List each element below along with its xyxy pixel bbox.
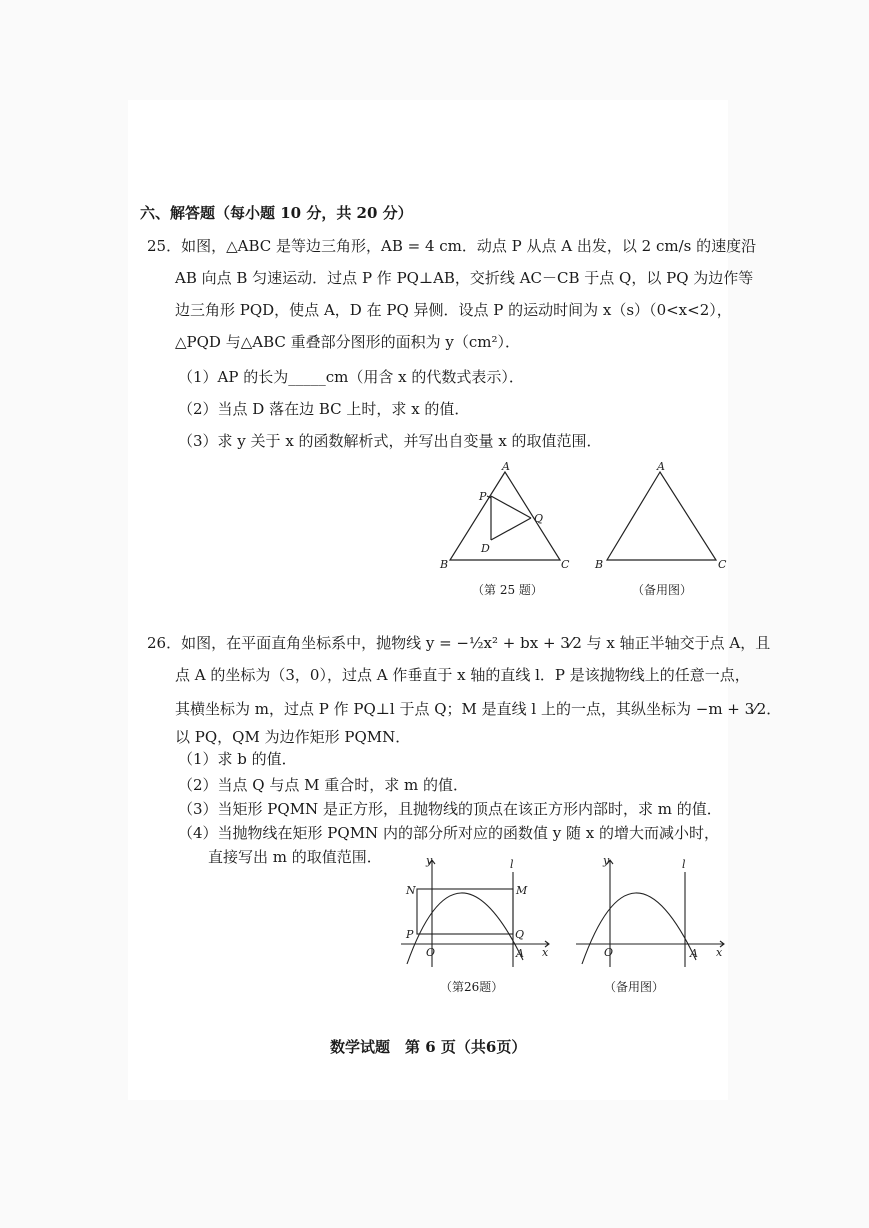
q25-part-1: （1）AP 的长为_____cm（用含 x 的代数式表示）．	[178, 368, 524, 386]
label-b: B	[440, 558, 449, 571]
q25-line-4: △PQD 与△ABC 重叠部分图形的面积为 y（cm²）．	[175, 333, 521, 351]
triangle-abc-backup	[607, 472, 716, 560]
q26-line-1: 26．如图，在平面直角坐标系中，抛物线 y = −½x² + bx + 3⁄2 与 x 轴正半轴交于点 A，且	[147, 634, 771, 652]
q25-line-3: 边三角形 PQD，使点 A，D 在 PQ 异侧．设点 P 的运动时间为 x（s）（0<x<2），	[175, 301, 732, 319]
label-p: P	[479, 490, 487, 503]
segment-dq	[491, 518, 531, 540]
triangle-abc	[450, 472, 560, 560]
label-b-backup: B	[595, 558, 604, 571]
q26-figure	[395, 852, 555, 974]
q25-part-3: （3）求 y 关于 x 的函数解析式，并写出自变量 x 的取值范围．	[178, 432, 602, 450]
label-a-backup: A	[690, 947, 698, 960]
label-a-backup: A	[657, 460, 665, 473]
label-l: l	[510, 858, 514, 871]
q26-line-2: 点 A 的坐标为（3，0），过点 A 作垂直于 x 轴的直线 l．P 是该抛物线上的任意一点，	[175, 666, 750, 684]
parabola-backup	[582, 893, 696, 964]
q26-part-3: （3）当矩形 PQMN 是正方形，且抛物线的顶点在该正方形内部时，求 m 的值．	[178, 800, 722, 818]
parabola	[407, 893, 523, 964]
rectangle-pqmn	[417, 889, 513, 934]
label-x-backup: x	[716, 946, 723, 959]
label-o: O	[426, 946, 436, 959]
segment-pq	[491, 496, 531, 518]
label-d: D	[481, 542, 490, 555]
q26-line-4: 以 PQ，QM 为边作矩形 PQMN．	[175, 728, 411, 746]
q26-caption-1: （第26题）	[440, 980, 504, 994]
q26-backup-figure	[572, 852, 732, 974]
label-n: N	[406, 884, 416, 897]
section-header: 六、解答题（每小题 10 分，共 20 分）	[140, 204, 413, 222]
q25-caption-2: （备用图）	[632, 583, 693, 597]
label-x: x	[542, 946, 549, 959]
q25-line-2: AB 向点 B 匀速运动．过点 P 作 PQ⊥AB，交折线 AC－CB 于点 Q，以 PQ 为边作等	[175, 269, 754, 287]
q25-line-1: 25．如图，△ABC 是等边三角形，AB = 4 cm．动点 P 从点 A 出发，以 2 cm/s 的速度沿	[147, 237, 757, 255]
label-c-backup: C	[718, 558, 727, 571]
page-footer: 数学试题 第 6 页（共6页）	[330, 1038, 527, 1056]
label-m: M	[516, 884, 528, 897]
q26-line-3: 其横坐标为 m，过点 P 作 PQ⊥l 于点 Q；M 是直线 l 上的一点，其纵坐标为 −m + 3⁄2．	[175, 700, 782, 718]
label-c: C	[561, 558, 570, 571]
q25-caption-1: （第 25 题）	[472, 583, 543, 597]
label-y-backup: y	[603, 854, 610, 867]
label-l-backup: l	[682, 858, 686, 871]
label-a: A	[502, 460, 510, 473]
label-a: A	[516, 947, 524, 960]
label-q: Q	[534, 512, 544, 525]
q25-backup-figure	[588, 460, 738, 575]
q25-part-2: （2）当点 D 落在边 BC 上时，求 x 的值．	[178, 400, 470, 418]
q26-caption-2: （备用图）	[604, 980, 665, 994]
q26-part-4a: （4）当抛物线在矩形 PQMN 内的部分所对应的函数值 y 随 x 的增大而减小时，	[178, 824, 719, 842]
label-o-backup: O	[604, 946, 614, 959]
q26-part-1: （1）求 b 的值．	[178, 750, 297, 768]
label-y: y	[426, 854, 433, 867]
q25-figure	[430, 460, 580, 575]
q26-part-4b: 直接写出 m 的取值范围．	[208, 848, 382, 866]
label-q: Q	[515, 928, 525, 941]
q26-part-2: （2）当点 Q 与点 M 重合时，求 m 的值．	[178, 776, 469, 794]
label-p: P	[406, 928, 414, 941]
